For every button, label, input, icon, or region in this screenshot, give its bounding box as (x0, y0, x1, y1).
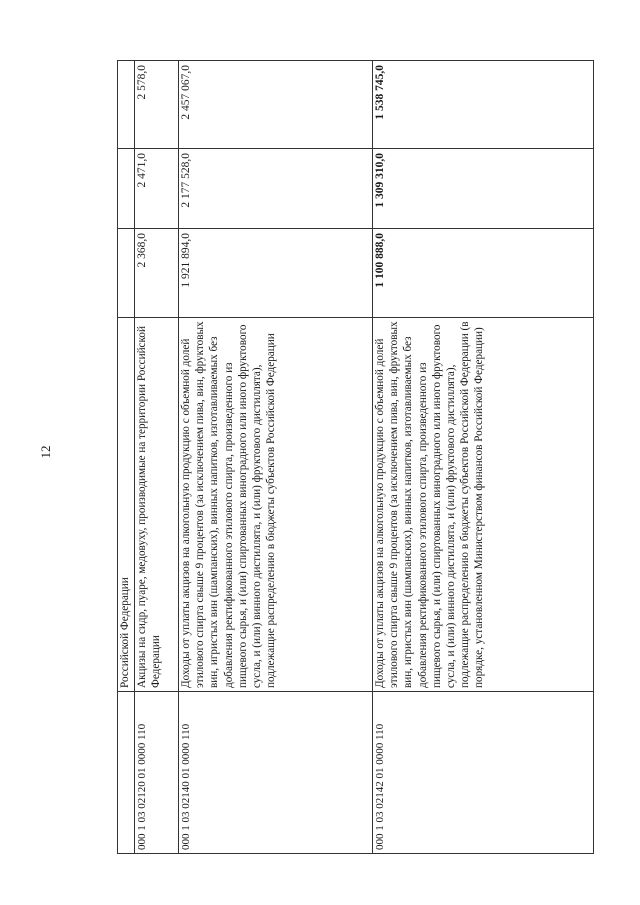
table-row (118, 60, 135, 853)
table-cell-code: 000 1 03 02142 01 0000 110 (373, 692, 594, 854)
table-cell-value: 1 309 310,0 (373, 148, 594, 228)
table-cell-value: 1 100 888,0 (373, 228, 594, 317)
table-cell-value: 1 921 894,0 (179, 228, 373, 317)
table-cell-name: Доходы от уплаты акцизов на алкогольную продукцию с объемной долей этилового спирта свыше 9 процентов (за исключением пива, вин, фруктовых вин, игристых вин (шампанских), винных напитков, изготавливаемых без добавления ректификованного этилового спирта, произведенного из пищевого сырья, и (или) спиртованных виноградного или иного фруктового сусла, и (или) винного дистиллята, и (или) фруктового дистиллята), подлежащие распределению в бюджеты субъектов Российской Федерации (179, 317, 373, 691)
table-cell-name: Российской Федерации (118, 317, 135, 691)
table-cell-code: 000 1 03 02120 01 0000 110 (135, 692, 179, 854)
table-cell-code (118, 692, 135, 854)
table-cell-value (118, 148, 135, 228)
table-cell-value (118, 60, 135, 148)
table-row (373, 60, 594, 853)
table-cell-value: 2 368,0 (135, 228, 179, 317)
page-number: 12 (38, 445, 53, 459)
table-cell-value: 2 177 528,0 (179, 148, 373, 228)
table-cell-value (118, 228, 135, 317)
table-cell-value: 2 578,0 (135, 60, 179, 148)
table-row (179, 60, 373, 853)
revenue-table-container (117, 61, 589, 854)
table-cell-value: 1 538 745,0 (373, 60, 594, 148)
revenue-table (117, 60, 594, 854)
table-cell-code: 000 1 03 02140 01 0000 110 (179, 692, 373, 854)
table-cell-value: 2 471,0 (135, 148, 179, 228)
table-cell-value: 2 457 067,0 (179, 60, 373, 148)
table-cell-name: Доходы от уплаты акцизов на алкогольную продукцию с объемной долей этилового спирта свыше 9 процентов (за исключением пива, вин, фруктовых вин, игристых вин (шампанских), винных напитков, изготавливаемых без добавления ректификованного этилового спирта, произведенного из пищевого сырья, и (или) спиртованных виноградного или иного фруктового сусла, и (или) винного дистиллята, и (или) фруктового дистиллята), подлежащие распределению в бюджеты субъектов Российской Федерации (в порядке, установленном Министерством финансов Российской Федерации) (373, 317, 594, 691)
table-row (135, 60, 179, 853)
table-cell-name: Акцизы на сидр, пуаре, медовуху, производимые на территории Российской Федерации (135, 317, 179, 691)
